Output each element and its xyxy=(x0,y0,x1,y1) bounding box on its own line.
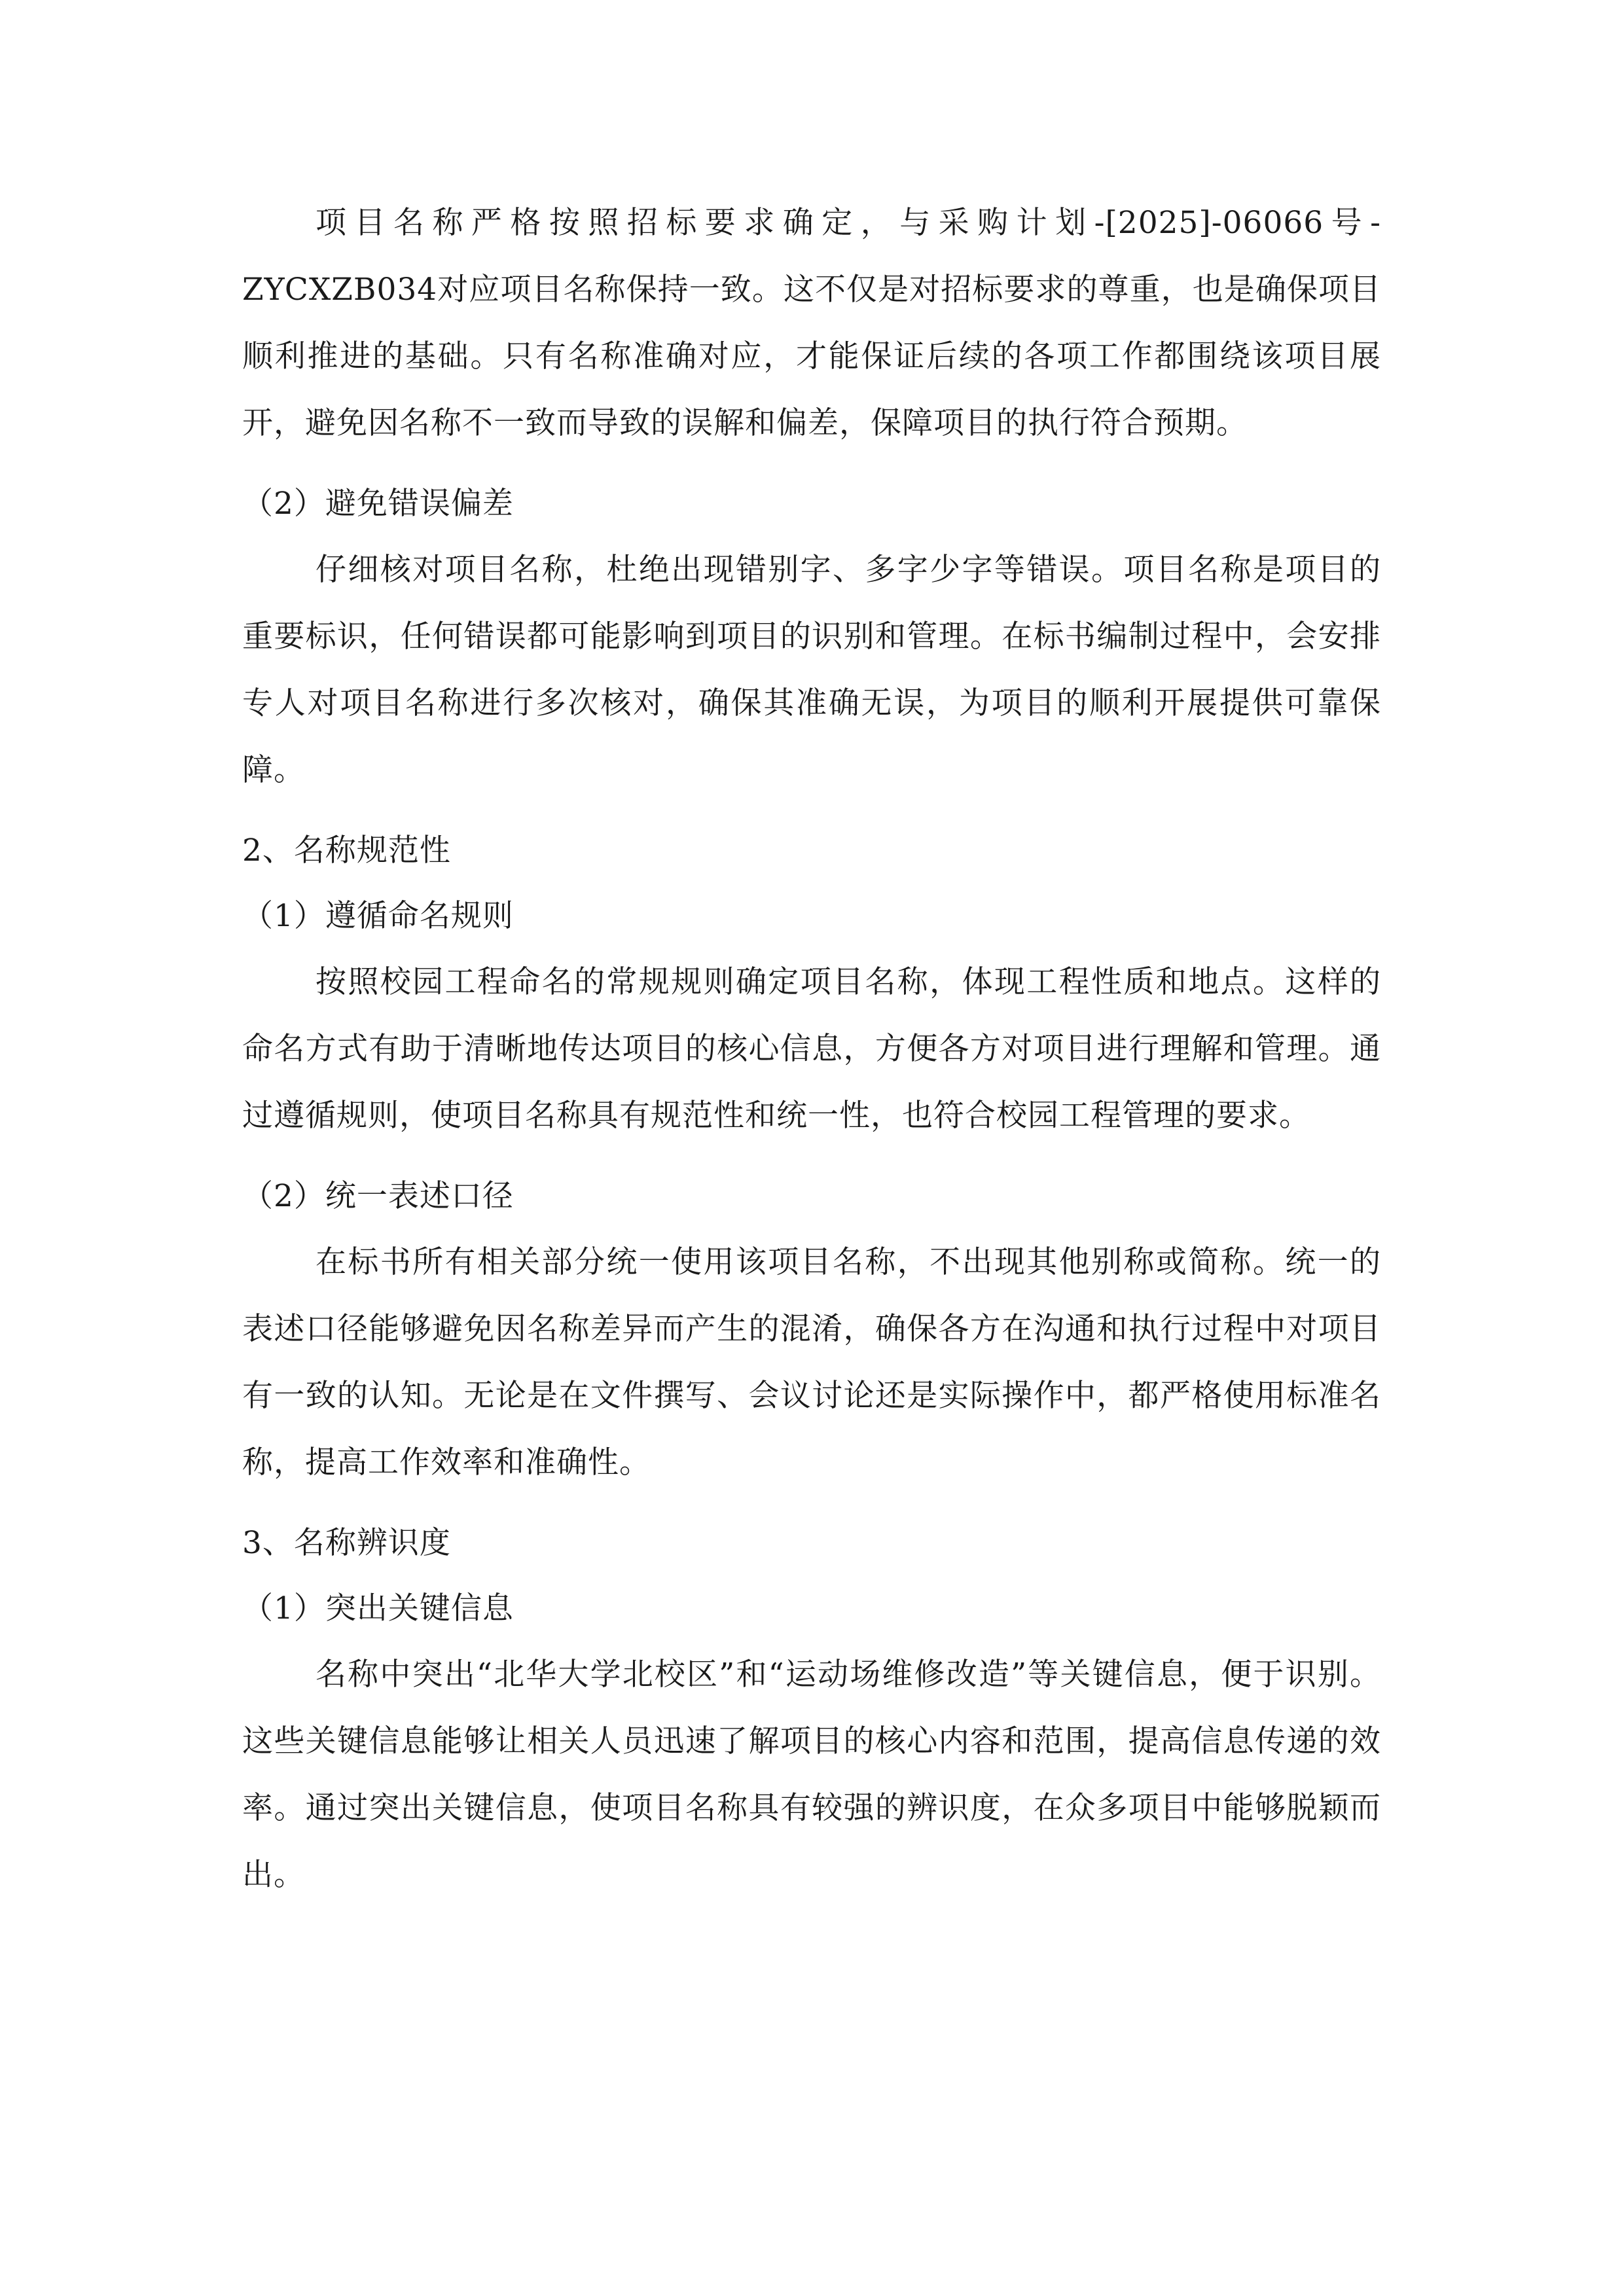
paragraph-key-information: 名称中突出“北华大学北校区”和“运动场维修改造”等关键信息，便于识别。这些关键信息能够让相关人员迅速了解项目的核心内容和范围，提高信息传递的效率。通过突出关键信息，使项目名称具有较强的辨识度，在众多项目中能够脱颖而出。 xyxy=(242,1657,1381,1893)
subheading-avoid-errors: （2）避免错误偏差 xyxy=(242,486,514,522)
subheading-unified-expression: （2）统一表述口径 xyxy=(242,1178,514,1214)
paragraph-avoid-errors: 仔细核对项目名称，杜绝出现错别字、多字少字等错误。项目名称是项目的重要标识，任何错误都可能影响到项目的识别和管理。在标书编制过程中，会安排专人对项目名称进行多次核对，确保其准确无误，为项目的顺利开展提供可靠保障。 xyxy=(242,552,1381,788)
heading-name-recognizability: 3、名称辨识度 xyxy=(242,1525,451,1561)
subheading-naming-rules: （1）遵循命名规则 xyxy=(242,898,514,934)
paragraph-unified-expression: 在标书所有相关部分统一使用该项目名称，不出现其他别称或简称。统一的表述口径能够避免因名称差异而产生的混淆，确保各方在沟通和执行过程中对项目有一致的认知。无论是在文件撰写、会议讨论还是实际操作中，都严格使用标准名称，提高工作效率和准确性。 xyxy=(242,1244,1381,1480)
paragraph-naming-rules: 按照校园工程命名的常规规则确定项目名称，体现工程性质和地点。这样的命名方式有助于清晰地传达项目的核心信息，方便各方对项目进行理解和管理。通过遵循规则，使项目名称具有规范性和统一性，也符合校园工程管理的要求。 xyxy=(242,964,1381,1134)
document-page xyxy=(242,190,1381,1923)
paragraph-project-name-consistency: 项目名称严格按照招标要求确定，与采购计划-[2025]-06066号-ZYCXZB034对应项目名称保持一致。这不仅是对招标要求的尊重，也是确保项目顺利推进的基础。只有名称准确对应，才能保证后续的各项工作都围绕该项目展开，避免因名称不一致而导致的误解和偏差，保障项目的执行符合预期。 xyxy=(242,205,1381,441)
subheading-key-information: （1）突出关键信息 xyxy=(242,1590,514,1626)
heading-name-standardization: 2、名称规范性 xyxy=(242,833,451,869)
